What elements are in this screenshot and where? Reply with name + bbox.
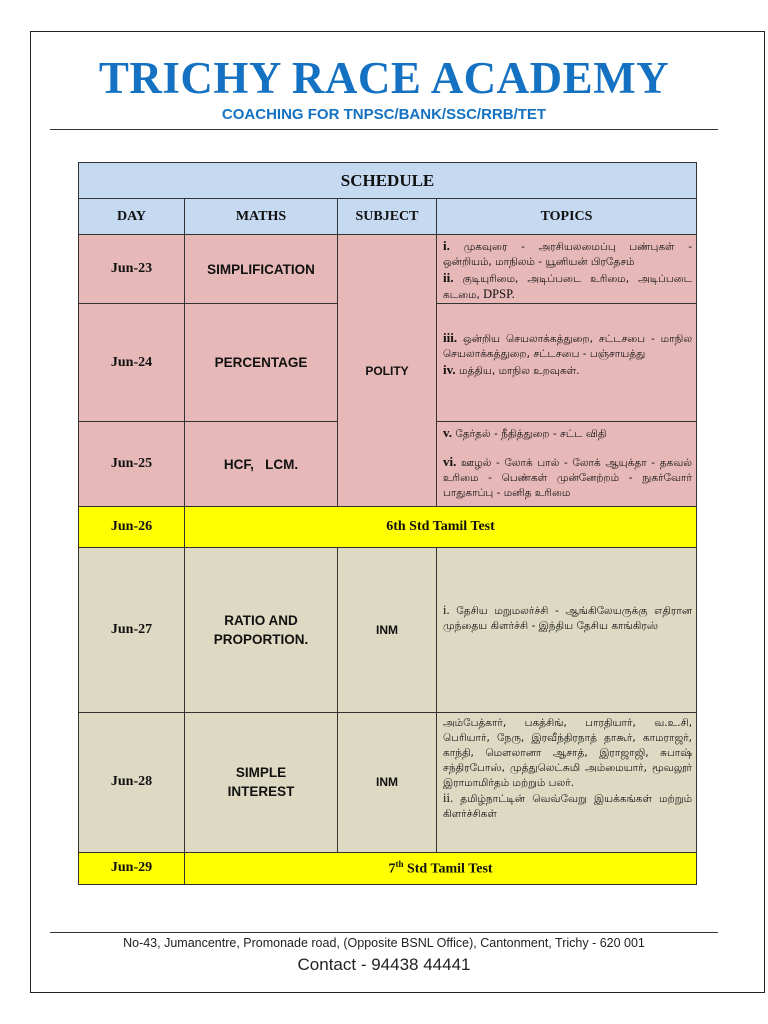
table-row bbox=[79, 852, 697, 884]
topic-number: vi. bbox=[443, 454, 457, 470]
maths-cell bbox=[185, 712, 338, 852]
day-cell: Jun-24 bbox=[79, 304, 185, 422]
table-row bbox=[79, 547, 697, 712]
topic-number: v. bbox=[443, 425, 453, 441]
maths-line: SIMPLE bbox=[235, 765, 287, 781]
table-row bbox=[79, 235, 697, 304]
subject-cell: INM bbox=[338, 547, 437, 712]
column-header-topics: TOPICS bbox=[437, 199, 697, 235]
subject-cell-polity: POLITY bbox=[338, 235, 437, 507]
column-header-day: DAY bbox=[79, 199, 185, 235]
topic-number: i. bbox=[443, 238, 450, 254]
topic-text: DPSP. bbox=[483, 287, 515, 302]
maths-line: PROPORTION. bbox=[213, 631, 309, 647]
topics-cell bbox=[437, 712, 697, 852]
topic-text: குடியுரிமை, அடிப்படை உரிமை, அடிப்படை கடமை, bbox=[443, 273, 693, 302]
table-row bbox=[79, 712, 697, 852]
day-cell: Jun-27 bbox=[79, 547, 185, 712]
maths-cell bbox=[185, 547, 338, 712]
subject-cell: INM bbox=[338, 712, 437, 852]
header-divider bbox=[50, 129, 718, 130]
day-cell: Jun-25 bbox=[79, 422, 185, 507]
topic-text: தமிழ்நாட்டின் வெவ்வேறு இயக்கங்கள் மற்றும் கிளர்ச்சிகள் bbox=[443, 792, 693, 820]
topic-text: தேசிய மறுமலர்ச்சி - ஆங்கிலேயருக்கு எதிரான முந்தைய கிளர்ச்சி - இந்திய தேசிய காங்கிரஸ் bbox=[443, 605, 693, 633]
topic-text: முகவுரை - அரசியலமைப்பு பண்புகள் - ஒன்றியம், மாநிலம் - யூனியன் பிரதேசம் bbox=[443, 241, 693, 269]
day-cell: Jun-29 bbox=[79, 852, 185, 884]
topic-text: மத்திய, மாநில உறவுகள். bbox=[455, 365, 580, 378]
day-cell: Jun-26 bbox=[79, 507, 185, 547]
test-cell: 6th Std Tamil Test bbox=[185, 507, 697, 547]
maths-cell: HCF, LCM. bbox=[185, 422, 338, 507]
academy-title: TRICHY RACE ACADEMY bbox=[98, 53, 670, 103]
test-label: Std Tamil Test bbox=[403, 861, 493, 877]
topics-cell bbox=[437, 422, 697, 507]
topic-number: i. bbox=[443, 603, 450, 618]
topics-cell bbox=[437, 235, 697, 304]
topic-text: அம்பேத்கார், பகத்சிங், பாரதியார், வ.உ.சி, பெரியார், நேரு, இரவீந்திரநாத் தாகூர், காமராஜர், காந்தி, மௌலானா ஆசாத், இராஜாஜி, சுபாஷ் சந்திரபோஸ், முத்துலெட்சுமி அம்மையார், மூவலூர் இராமாமிர்தம் மற்றும் பலர். bbox=[443, 716, 693, 789]
test-suffix: th bbox=[395, 859, 404, 870]
maths-line: RATIO AND bbox=[224, 612, 298, 628]
topic-text: ஊழல் - லோக் பால் - லோக் ஆயுக்தா - தகவல் உரிமை - பெண்கள் முன்னேற்றம் - நுகர்வோர் பாதுகாப்பு - மனித உரிமை bbox=[443, 457, 693, 500]
maths-cell: SIMPLIFICATION bbox=[185, 235, 338, 304]
column-header-maths: MATHS bbox=[185, 199, 338, 235]
topic-number: iii. bbox=[443, 330, 458, 346]
topics-cell bbox=[437, 304, 697, 422]
topic-text: தேர்தல் - நீதித்துறை - சட்ட விதி bbox=[452, 428, 607, 441]
topic-number: iv. bbox=[443, 362, 456, 378]
table-row bbox=[79, 507, 697, 547]
topic-number: ii. bbox=[443, 790, 454, 805]
schedule-title: SCHEDULE bbox=[79, 163, 697, 199]
maths-cell: PERCENTAGE bbox=[185, 304, 338, 422]
topics-cell bbox=[437, 547, 697, 712]
day-cell: Jun-28 bbox=[79, 712, 185, 852]
test-cell bbox=[185, 852, 697, 884]
topic-text: ஒன்றிய செயலாக்கத்துறை, சட்டசபை - மாநில செயலாக்கத்துறை, சட்டசபை - பஞ்சாயத்து bbox=[443, 333, 693, 361]
test-number: 7 bbox=[388, 861, 396, 877]
footer-contact: Contact - 94438 44441 bbox=[297, 955, 471, 974]
topic-number: ii. bbox=[443, 270, 454, 286]
maths-line: INTEREST bbox=[227, 784, 295, 800]
footer-address: No-43, Jumancentre, Promonade road, (Opposite BSNL Office), Cantonment, Trichy - 620 001 bbox=[123, 936, 645, 950]
academy-subtitle: COACHING FOR TNPSC/BANK/SSC/RRB/TET bbox=[221, 106, 547, 123]
schedule-table bbox=[78, 162, 697, 885]
footer-divider bbox=[50, 932, 718, 933]
day-cell: Jun-23 bbox=[79, 235, 185, 304]
column-header-subject: SUBJECT bbox=[338, 199, 437, 235]
